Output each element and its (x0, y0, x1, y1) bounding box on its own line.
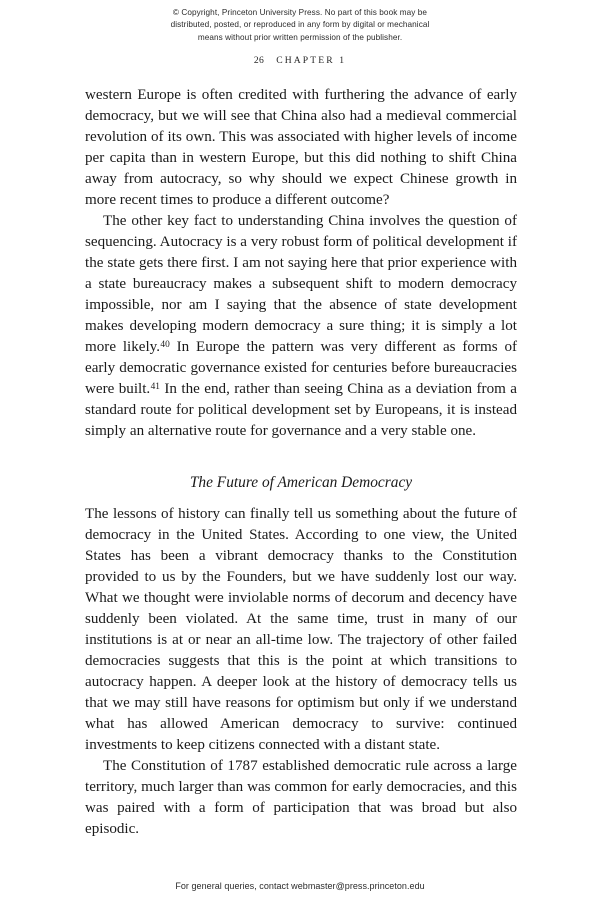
page-number: 26 (253, 55, 265, 66)
paragraph-sequencing-part-3: In the end, rather than seeing China as a deviation from a standard route for political development set by Europeans, it is instead simply an alternative route for governance and a very stable one. (85, 381, 518, 439)
copyright-line-1: © Copyright, Princeton University Press. No part of this book may be (172, 8, 428, 17)
footer-queries: For general queries, contact webmaster@press.princeton.edu (175, 881, 425, 891)
paragraph-lessons-of-history: The lessons of history can finally tell us something about the future of democracy in the United States. According to one view, the United States has been a vibrant democracy thanks to the Constitution provided to us by the Founders, but we have suddenly lost our way. What we thought were inviolable norms of decorum and decency have suddenly been violated. At the same time, trust in many of our institutions is at or near an all-time low. The trajectory of other failed democracies suggests that this is the point at which transitions to autocracy happen. A deeper look at the history of democracy tells us that we may still have reasons for optimism but only if we understand what has allowed American democracy to survive: continued investments to keep citizens connected with a distant state. (85, 506, 517, 753)
paragraph-sequencing (85, 211, 517, 442)
running-head (0, 55, 600, 66)
paragraph-sequencing-part-1: The other key fact to understanding China involves the question of sequencing. Autocracy is a very robust form of political development if the state gets there first. I am not saying here that prior experience with a state bureaucracy makes a subsequent shift to modern democracy impossible, nor am I saying that the absence of state development makes developing modern democracy a sure thing; it is simply a lot more likely. (85, 213, 517, 355)
section-heading: The Future of American Democracy (189, 474, 413, 491)
footnote-marker-40: 40 (160, 339, 170, 350)
chapter-label: CHAPTER 1 (276, 55, 347, 66)
copyright-line-2: distributed, posted, or reproduced in any form by digital or mechanical (170, 20, 430, 30)
footnote-marker-41: 41 (150, 381, 160, 392)
copyright-line-3: means without prior written permission of the publisher. (197, 32, 403, 42)
text-block (85, 85, 517, 840)
copyright-notice (0, 7, 600, 44)
paragraph-sequencing-part-2: In Europe the pattern was very different as forms of early democratic governance existed for centuries before bureaucracies were built. (85, 339, 518, 397)
paragraph-constitution: The Constitution of 1787 established democratic rule across a large territory, much larger than was common for early democracies, and this was paired with a form of participation that was broad but also episodic. (85, 758, 517, 837)
paragraph-continuation: western Europe is often credited with furthering the advance of early democracy, but we will see that China also had a medieval commercial revolution of its own. This was associated with higher levels of income per capita than in western Europe, but this did nothing to shift China away from autocracy, so why should we expect Chinese growth in more recent times to produce a different outcome? (85, 87, 517, 208)
